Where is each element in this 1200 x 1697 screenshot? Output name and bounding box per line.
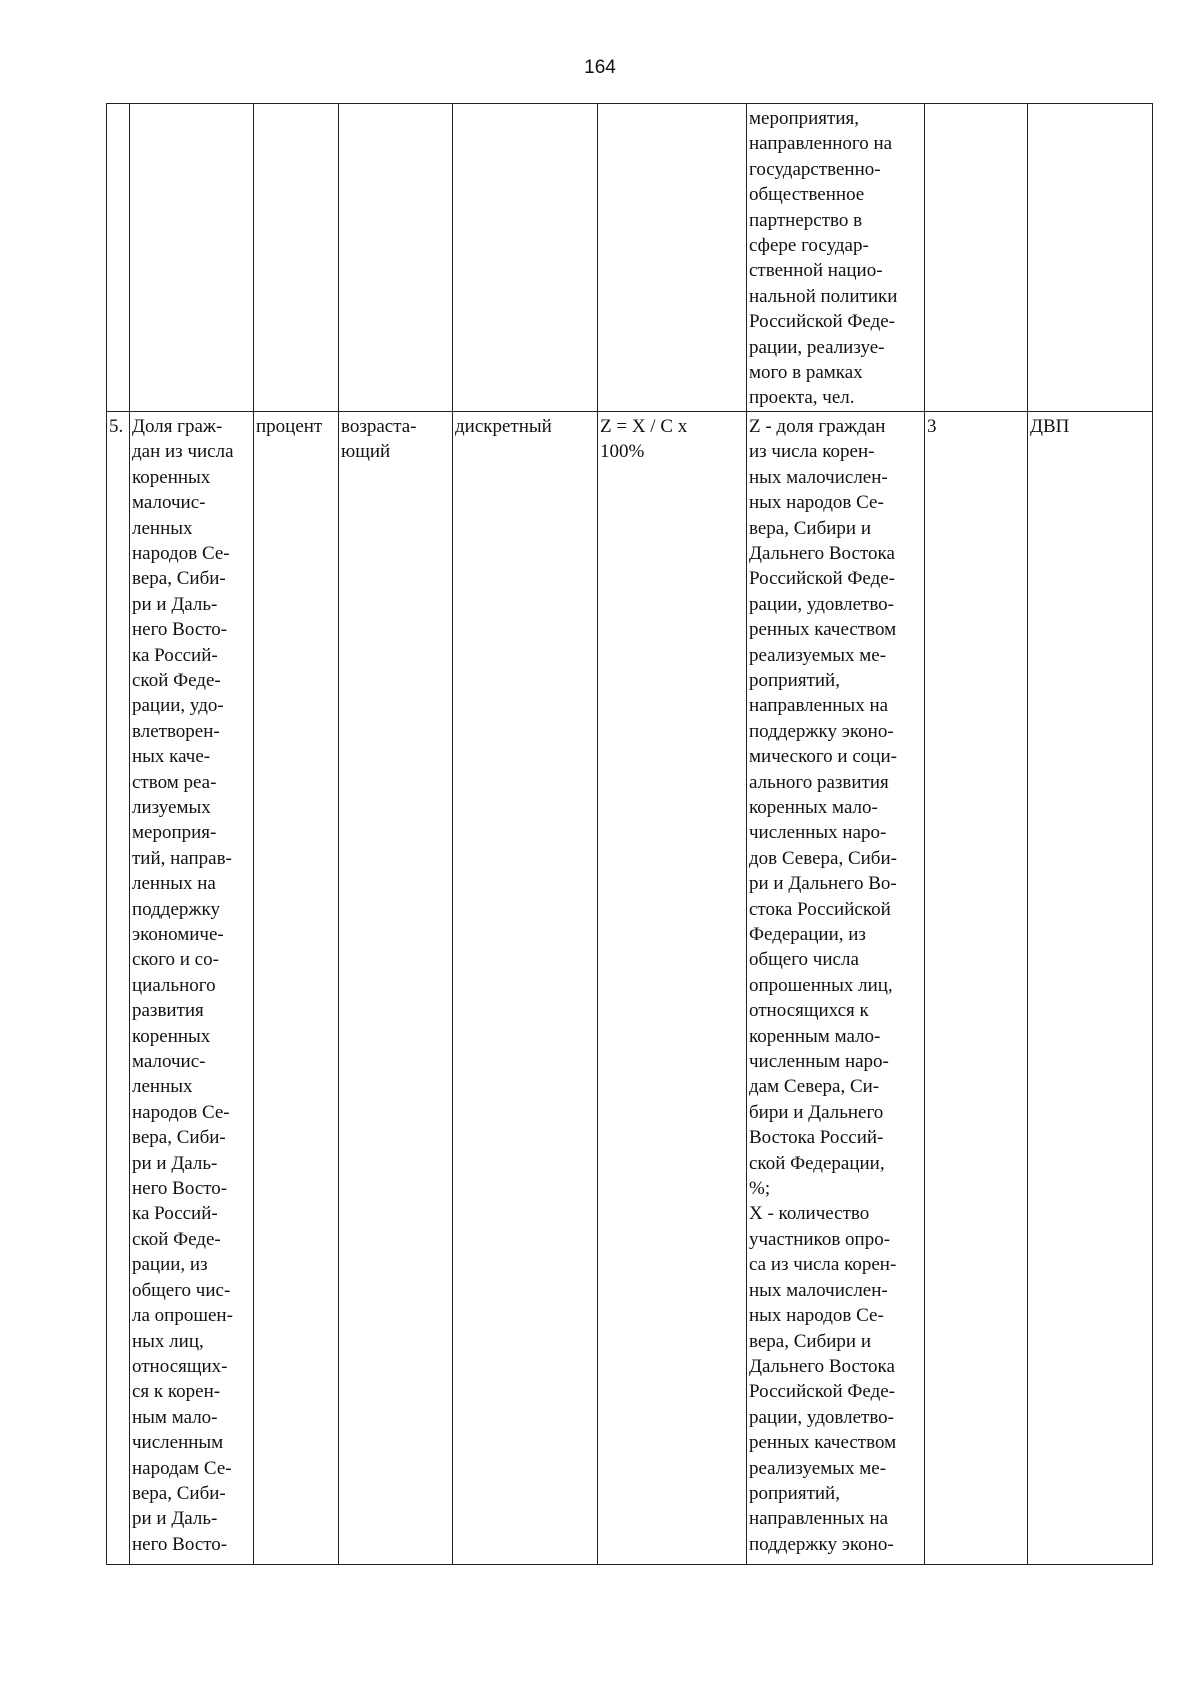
page-number: 164 [584, 57, 616, 78]
cell-number: 5. [107, 411, 130, 1564]
cell-formula: Z = X / C x 100% [598, 411, 747, 1564]
cell-number [107, 104, 130, 412]
cell-responsible: ДВП [1028, 411, 1153, 1564]
cell-indicator-name [130, 104, 254, 412]
cell-method: 3 [925, 411, 1028, 1564]
cell-formula-description: Z - доля граждан из числа корен- ных малочислен- ных народов Се- вера, Сибири и Дальнего Востока Российской Феде- рации, удовлетво- ренных качеством реализуемых ме- роприятий, направленных на поддержку эконо- мического и соци- ального развития коренных мало- численных наро- дов Севера, Сиби- ри и Дальнего Во- стока Российской Федерации, из общего числа опрошенных лиц, относящихся к коренным мало- численным наро- дам Севера, Си- бири и Дальнего Востока Россий- ской Федерации, %; X - количество участников опро- са из числа корен- ных малочислен- ных народов Се- вера, Сибири и Дальнего Востока Российской Феде- рации, удовлетво- ренных качеством реализуемых ме- роприятий, направленных на поддержку эконо- [747, 411, 925, 1564]
table-row [107, 104, 1153, 412]
cell-dynamics [339, 104, 453, 412]
cell-dynamics: возраста- ющий [339, 411, 453, 1564]
cell-indicator-name: Доля граж- дан из числа коренных малочис- ленных народов Се- вера, Сиби- ри и Даль- него Восто- ка Россий- ской Феде- рации, удо- влетворен- ных каче- ством реа- лизуемых мероприя- тий, направ- ленных на поддержку экономиче- ского и со- циального развития коренных малочис- ленных народов Се- вера, Сиби- ри и Даль- него Восто- ка Россий- ской Феде- рации, из общего чис- ла опрошен- ных лиц, относящих- ся к корен- ным мало- численным народам Се- вера, Сиби- ри и Даль- него Восто- [130, 411, 254, 1564]
cell-method [925, 104, 1028, 412]
cell-formula-description: мероприятия, направленного на государственно- общественное партнерство в сфере государ- ственной нацио- нальной политики Российской Феде- рации, реализуе- мого в рамках проекта, чел. [747, 104, 925, 412]
table-row [107, 411, 1153, 1564]
cell-formula [598, 104, 747, 412]
cell-responsible [1028, 104, 1153, 412]
cell-type: дискретный [453, 411, 598, 1564]
indicator-table [106, 103, 1153, 1565]
cell-type [453, 104, 598, 412]
cell-unit [254, 104, 339, 412]
cell-unit: процент [254, 411, 339, 1564]
